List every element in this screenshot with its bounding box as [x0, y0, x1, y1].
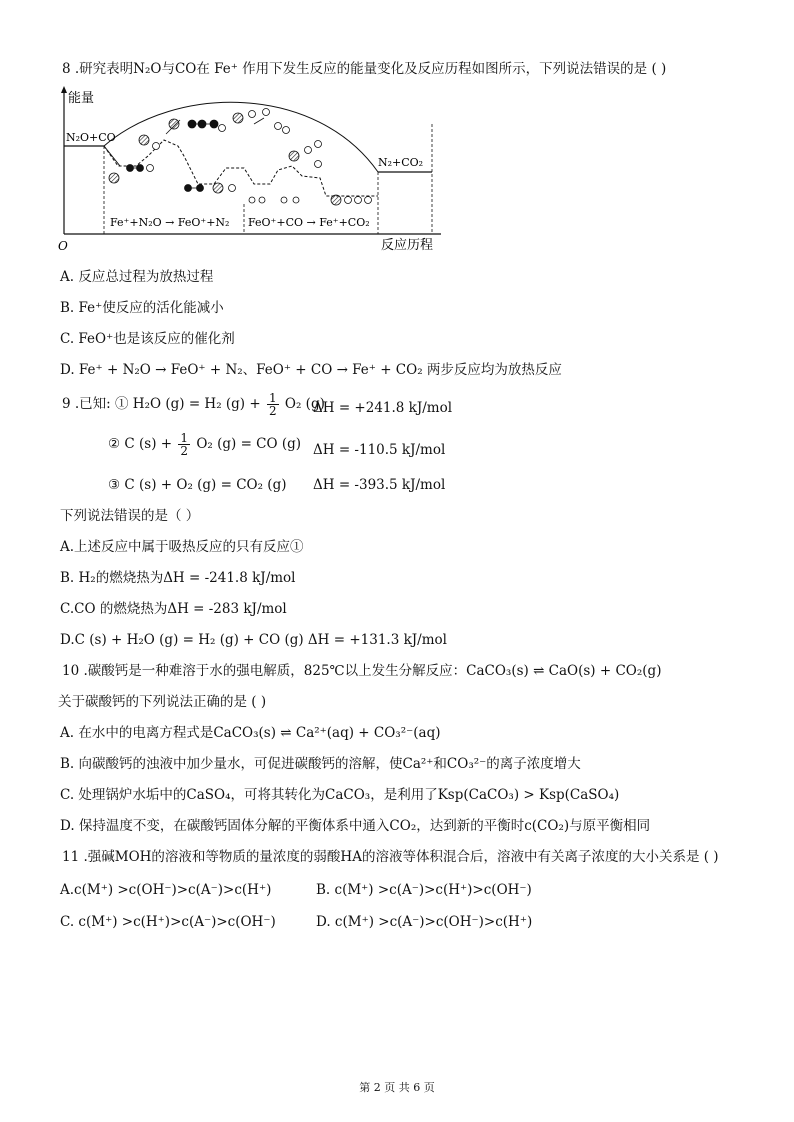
x-axis-label: 反应历程 [381, 238, 434, 253]
q9-reaction-1 [62, 392, 325, 417]
q9-r3-dh: ΔH = -393.5 kJ/mol [313, 477, 446, 493]
q9-r2-head: ② C (s) + [108, 436, 173, 452]
q9-reaction-3: ③ C (s) + O₂ (g) = CO₂ (g) [108, 477, 287, 493]
q10-option-b: B. 向碳酸钙的浊液中加少量水，可促进碳酸钙的溶解，使Ca²⁺和CO₃²⁻的离子浓度增大 [60, 756, 581, 772]
step2-label: FeO⁺+CO → Fe⁺+CO₂ [248, 216, 370, 229]
page-footer: 第 2 页 共 6 页 [359, 1081, 435, 1094]
step1-label: Fe⁺+N₂O → FeO⁺+N₂ [110, 216, 230, 229]
q9-r2-tail: O₂ (g) = CO (g) [196, 436, 302, 452]
y-axis-arrow [61, 86, 67, 93]
origin-label: O [58, 239, 68, 253]
q11-stem: 11 .强碱MOH的溶液和等物质的量浓度的弱酸HA的溶液等体积混合后，溶液中有关离子浓度的大小关系是 ( ) [62, 849, 719, 865]
q9-r1-tail: O₂ (g) [284, 396, 325, 412]
q10-stem: 10 .碳酸钙是一种难溶于水的强电解质，825℃以上发生分解反应：CaCO₃(s) ⇌ CaO(s) + CO₂(g) [62, 663, 662, 679]
catalyzed-start [104, 146, 120, 166]
q10-option-a: A. 在水中的电离方程式是CaCO₃(s) ⇌ Ca²⁺(aq) + CO₃²⁻(aq) [60, 725, 441, 741]
catalyzed-path [104, 140, 378, 196]
q9-option-d: D.C (s) + H₂O (g) = H₂ (g) + CO (g) ΔH = +131.3 kJ/mol [60, 632, 447, 648]
half-fraction: $\frac{1}{2}$ [268, 391, 277, 418]
q9-r2-dh: ΔH = -110.5 kJ/mol [313, 442, 446, 458]
q11-option-d: D. c(M⁺) >c(A⁻)>c(OH⁻)>c(H⁺) [316, 914, 533, 930]
q8-option-d: D. Fe⁺ + N₂O → FeO⁺ + N₂、FeO⁺ + CO → Fe⁺ + CO₂ 两步反应均为放热反应 [60, 362, 562, 378]
q10-option-c: C. 处理锅炉水垢中的CaSO₄，可将其转化为CaCO₃，是利用了Ksp(CaCO₃) > Ksp(CaSO₄) [60, 787, 620, 803]
q9-option-b: B. H₂的燃烧热为ΔH = -241.8 kJ/mol [60, 570, 296, 586]
q9-reaction-2 [108, 432, 301, 457]
y-axis-label: 能量 [68, 91, 95, 106]
reactant-label: N₂O+CO [66, 131, 116, 144]
q10-ask: 关于碳酸钙的下列说法正确的是 ( ) [58, 694, 267, 710]
q11-option-a: A.c(M⁺) >c(OH⁻)>c(A⁻)>c(H⁺) [60, 882, 272, 898]
q9-ask: 下列说法错误的是（ ） [60, 508, 200, 524]
q10-option-d: D. 保持温度不变，在碳酸钙固体分解的平衡体系中通入CO₂，达到新的平衡时c(CO₂)与原平衡相同 [60, 818, 651, 834]
q9-lead: 9 .已知: ① H₂O (g) = H₂ (g) + [62, 396, 261, 412]
q9-option-c: C.CO 的燃烧热为ΔH = -283 kJ/mol [60, 601, 287, 617]
half-fraction: $\frac{1}{2}$ [180, 431, 189, 458]
q8-option-b: B. Fe⁺使反应的活化能减小 [60, 300, 224, 316]
product-label: N₂+CO₂ [378, 156, 424, 169]
molecule-group [109, 109, 372, 206]
q9-r1-dh: ΔH = +241.8 kJ/mol [313, 400, 453, 416]
q8-stem: 8 .研究表明N₂O与CO在 Fe⁺ 作用下发生反应的能量变化及反应历程如图所示，下列说法错误的是 ( ) [62, 61, 667, 77]
q8-option-a: A. 反应总过程为放热过程 [60, 269, 214, 285]
q11-option-c: C. c(M⁺) >c(H⁺)>c(A⁻)>c(OH⁻) [60, 914, 276, 930]
energy-diagram [56, 84, 446, 256]
q9-option-a: A.上述反应中属于吸热反应的只有反应① [60, 539, 304, 555]
q11-option-b: B. c(M⁺) >c(A⁻)>c(H⁺)>c(OH⁻) [316, 882, 532, 898]
q8-option-c: C. FeO⁺也是该反应的催化剂 [60, 331, 235, 347]
